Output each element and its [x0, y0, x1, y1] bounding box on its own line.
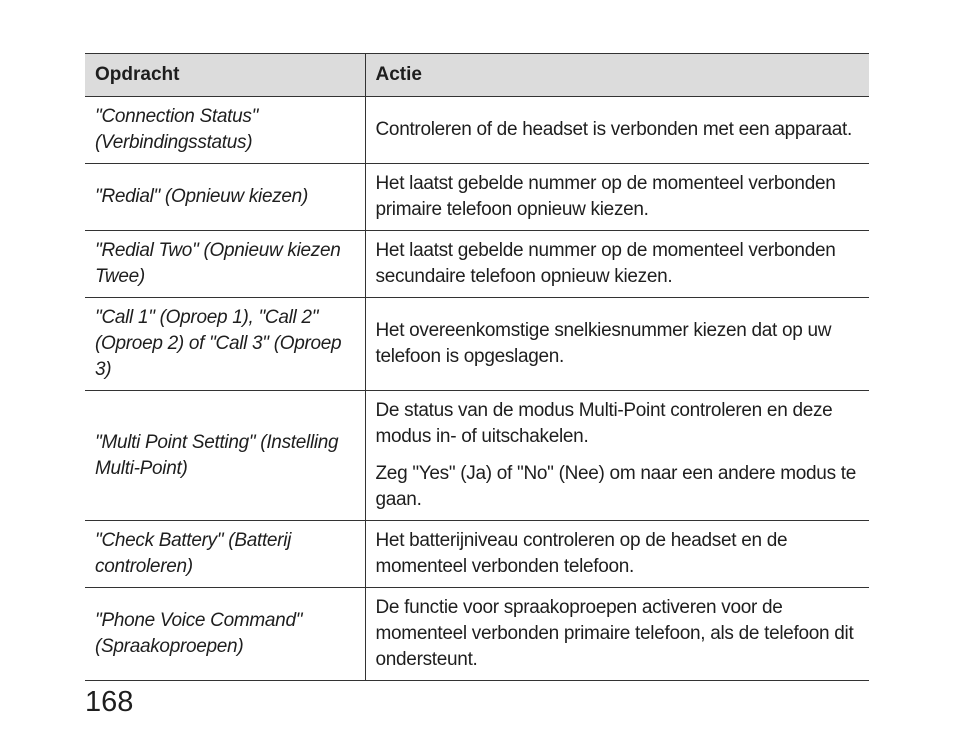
table-row	[85, 298, 869, 391]
command-cell: "Check Battery" (Batterij controleren)	[85, 521, 365, 588]
command-cell: "Call 1" (Oproep 1), "Call 2" (Oproep 2) of "Call 3" (Oproep 3)	[85, 298, 365, 391]
header-command: Opdracht	[85, 54, 365, 97]
action-cell	[365, 588, 869, 681]
action-text: De functie voor spraakoproepen activeren voor de momenteel verbonden primaire telefoon, als de telefoon dit ondersteunt.	[375, 597, 854, 670]
table-row	[85, 231, 869, 298]
action-text: De status van de modus Multi-Point controleren en deze modus in- of uitschakelen.	[375, 400, 833, 447]
command-cell: "Redial" (Opnieuw kiezen)	[85, 164, 365, 231]
action-cell	[365, 298, 869, 391]
header-action: Actie	[365, 54, 869, 97]
page-number: 168	[85, 686, 134, 718]
command-cell: "Phone Voice Command" (Spraakoproepen)	[85, 588, 365, 681]
action-text: Het laatst gebelde nummer op de momenteel verbonden primaire telefoon opnieuw kiezen.	[375, 173, 836, 220]
action-text: Het laatst gebelde nummer op de momenteel verbonden secundaire telefoon opnieuw kiezen.	[375, 240, 836, 287]
table-row	[85, 164, 869, 231]
action-cell	[365, 521, 869, 588]
voice-command-table	[85, 53, 869, 681]
action-text: Zeg "Yes" (Ja) of "No" (Nee) om naar een andere modus te gaan.	[375, 463, 857, 510]
table-row	[85, 521, 869, 588]
action-cell	[365, 391, 869, 521]
table-row	[85, 588, 869, 681]
action-cell	[365, 231, 869, 298]
table-row	[85, 97, 869, 164]
action-text: Controleren of de headset is verbonden met een apparaat.	[375, 119, 852, 140]
table-header-row	[85, 54, 869, 97]
command-cell: "Redial Two" (Opnieuw kiezen Twee)	[85, 231, 365, 298]
command-cell: "Connection Status" (Verbindingsstatus)	[85, 97, 365, 164]
action-text: Het overeenkomstige snelkiesnummer kiezen dat op uw telefoon is opgeslagen.	[375, 320, 832, 367]
action-cell	[365, 164, 869, 231]
action-text: Het batterijniveau controleren op de headset en de momenteel verbonden telefoon.	[375, 530, 788, 577]
command-cell: "Multi Point Setting" (Instelling Multi-Point)	[85, 391, 365, 521]
table-row	[85, 391, 869, 521]
action-cell	[365, 97, 869, 164]
